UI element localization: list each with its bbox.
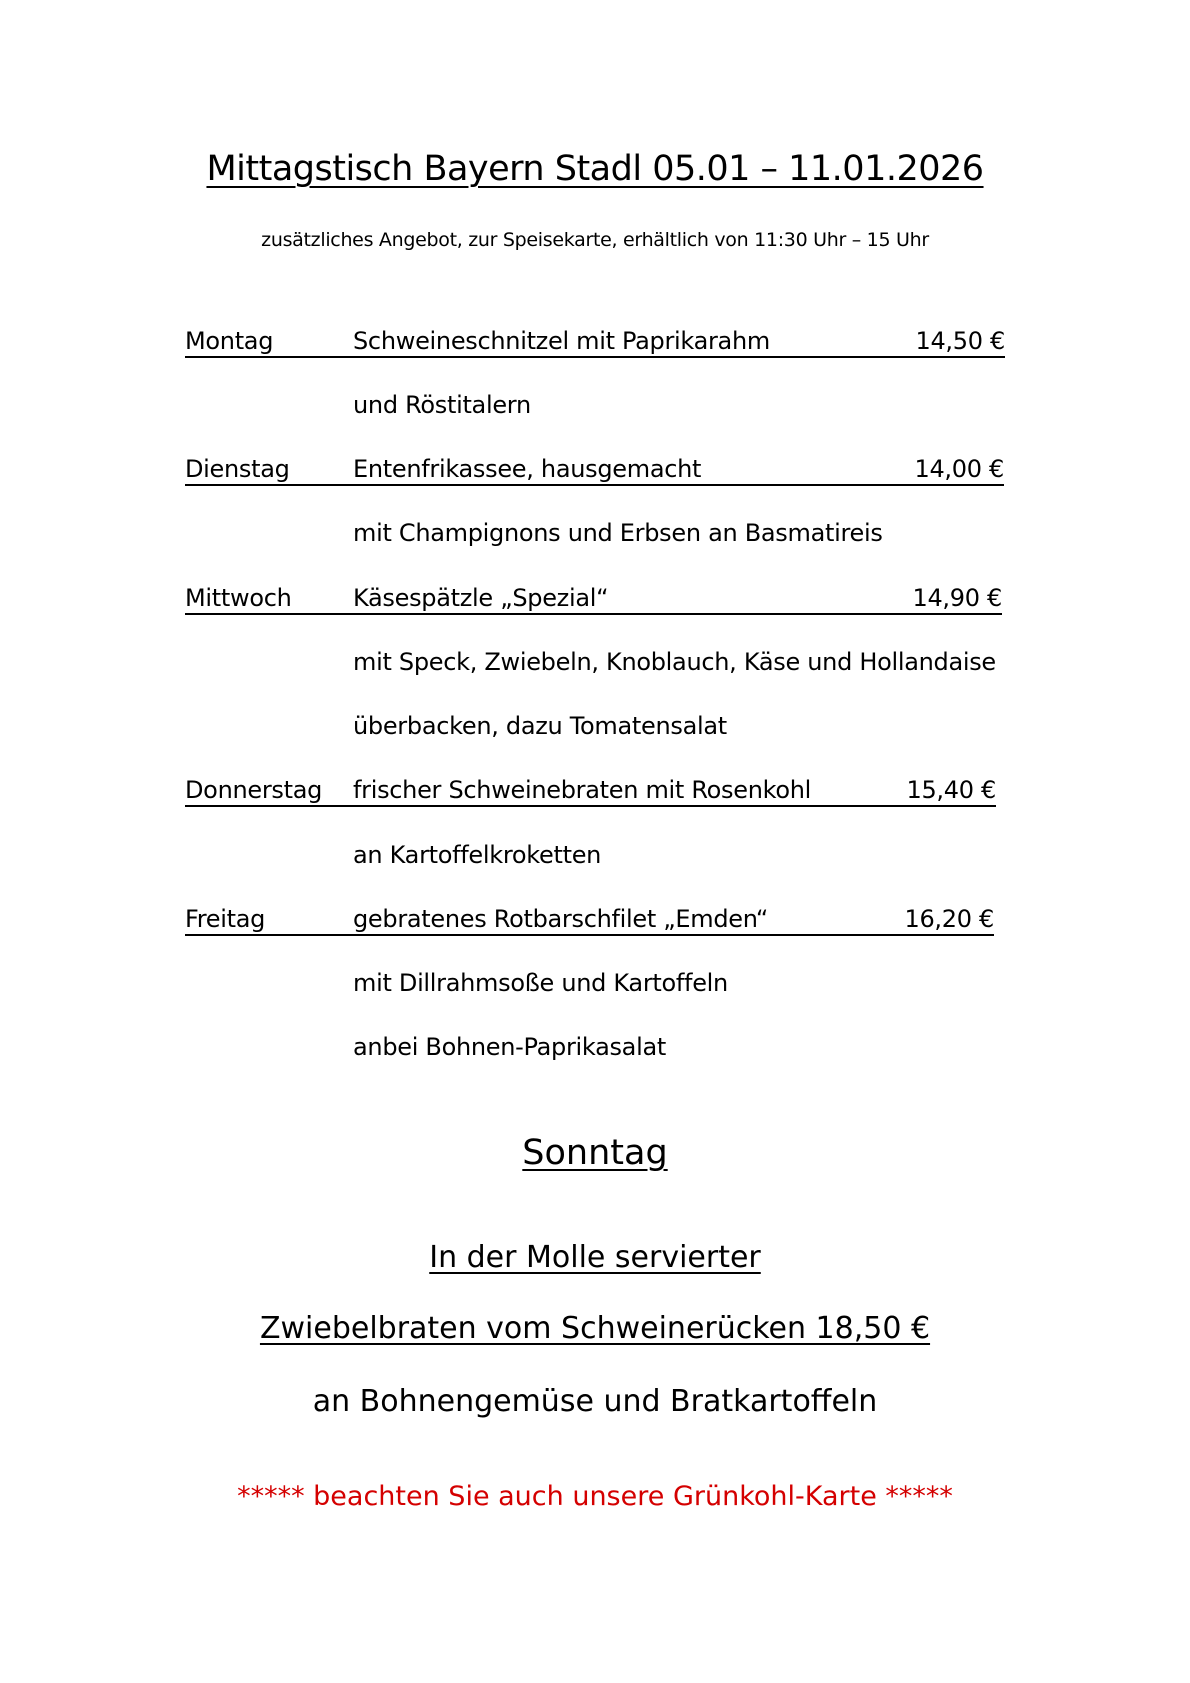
sunday-line-3: an Bohnengemüse und Bratkartoffeln (312, 1384, 878, 1419)
menu-detail: mit Champignons und Erbsen an Basmatireis (353, 519, 883, 547)
menu-day: Freitag (185, 905, 266, 933)
menu-detail: an Kartoffelkroketten (353, 841, 602, 869)
menu-day: Dienstag (185, 455, 290, 483)
menu-detail: mit Dillrahmsoße und Kartoffeln (353, 969, 728, 997)
menu-dish: frischer Schweinebraten mit Rosenkohl (353, 776, 812, 804)
menu-dish: gebratenes Rotbarschfilet „Emden“ (353, 905, 769, 933)
sunday-heading (0, 1132, 1190, 1174)
menu-price: 14,00 € (914, 455, 1004, 483)
menu-dish: Schweineschnitzel mit Paprikarahm (353, 327, 770, 355)
sunday-line-2 (0, 1311, 1190, 1347)
menu-row-underline (185, 356, 1005, 358)
sunday-line-2-text: Zwiebelbraten vom Schweinerücken 18,50 € (259, 1311, 931, 1346)
menu-price: 14,50 € (915, 327, 1005, 355)
menu-row-underline (185, 484, 1004, 486)
gruenkohl-note: ***** beachten Sie auch unsere Grünkohl-Karte ***** (237, 1481, 953, 1512)
menu-price: 16,20 € (904, 905, 994, 933)
menu-dish: Käsespätzle „Spezial“ (353, 584, 609, 612)
menu-detail: und Röstitalern (353, 391, 531, 419)
page-subtitle: zusätzliches Angebot, zur Speisekarte, erhältlich von 11:30 Uhr – 15 Uhr (261, 229, 929, 251)
menu-price: 14,90 € (912, 584, 1002, 612)
sunday-heading-text: Sonntag (522, 1133, 668, 1173)
menu-detail: überbacken, dazu Tomatensalat (353, 712, 727, 740)
menu-row-underline (185, 805, 996, 807)
menu-detail: mit Speck, Zwiebeln, Knoblauch, Käse und Hollandaise (353, 648, 996, 676)
page-title (0, 148, 1190, 190)
menu-detail: anbei Bohnen-Paprikasalat (353, 1033, 666, 1061)
menu-day: Mittwoch (185, 584, 292, 612)
menu-day: Donnerstag (185, 776, 323, 804)
menu-price: 15,40 € (906, 776, 996, 804)
menu-row-underline (185, 613, 1002, 615)
menu-row-underline (185, 934, 994, 936)
sunday-line-1-text: In der Molle servierter (429, 1240, 761, 1275)
sunday-line-1 (0, 1240, 1190, 1276)
menu-day: Montag (185, 327, 274, 355)
page-title-text: Mittagstisch Bayern Stadl 05.01 – 11.01.2026 (206, 149, 984, 189)
menu-dish: Entenfrikassee, hausgemacht (353, 455, 702, 483)
